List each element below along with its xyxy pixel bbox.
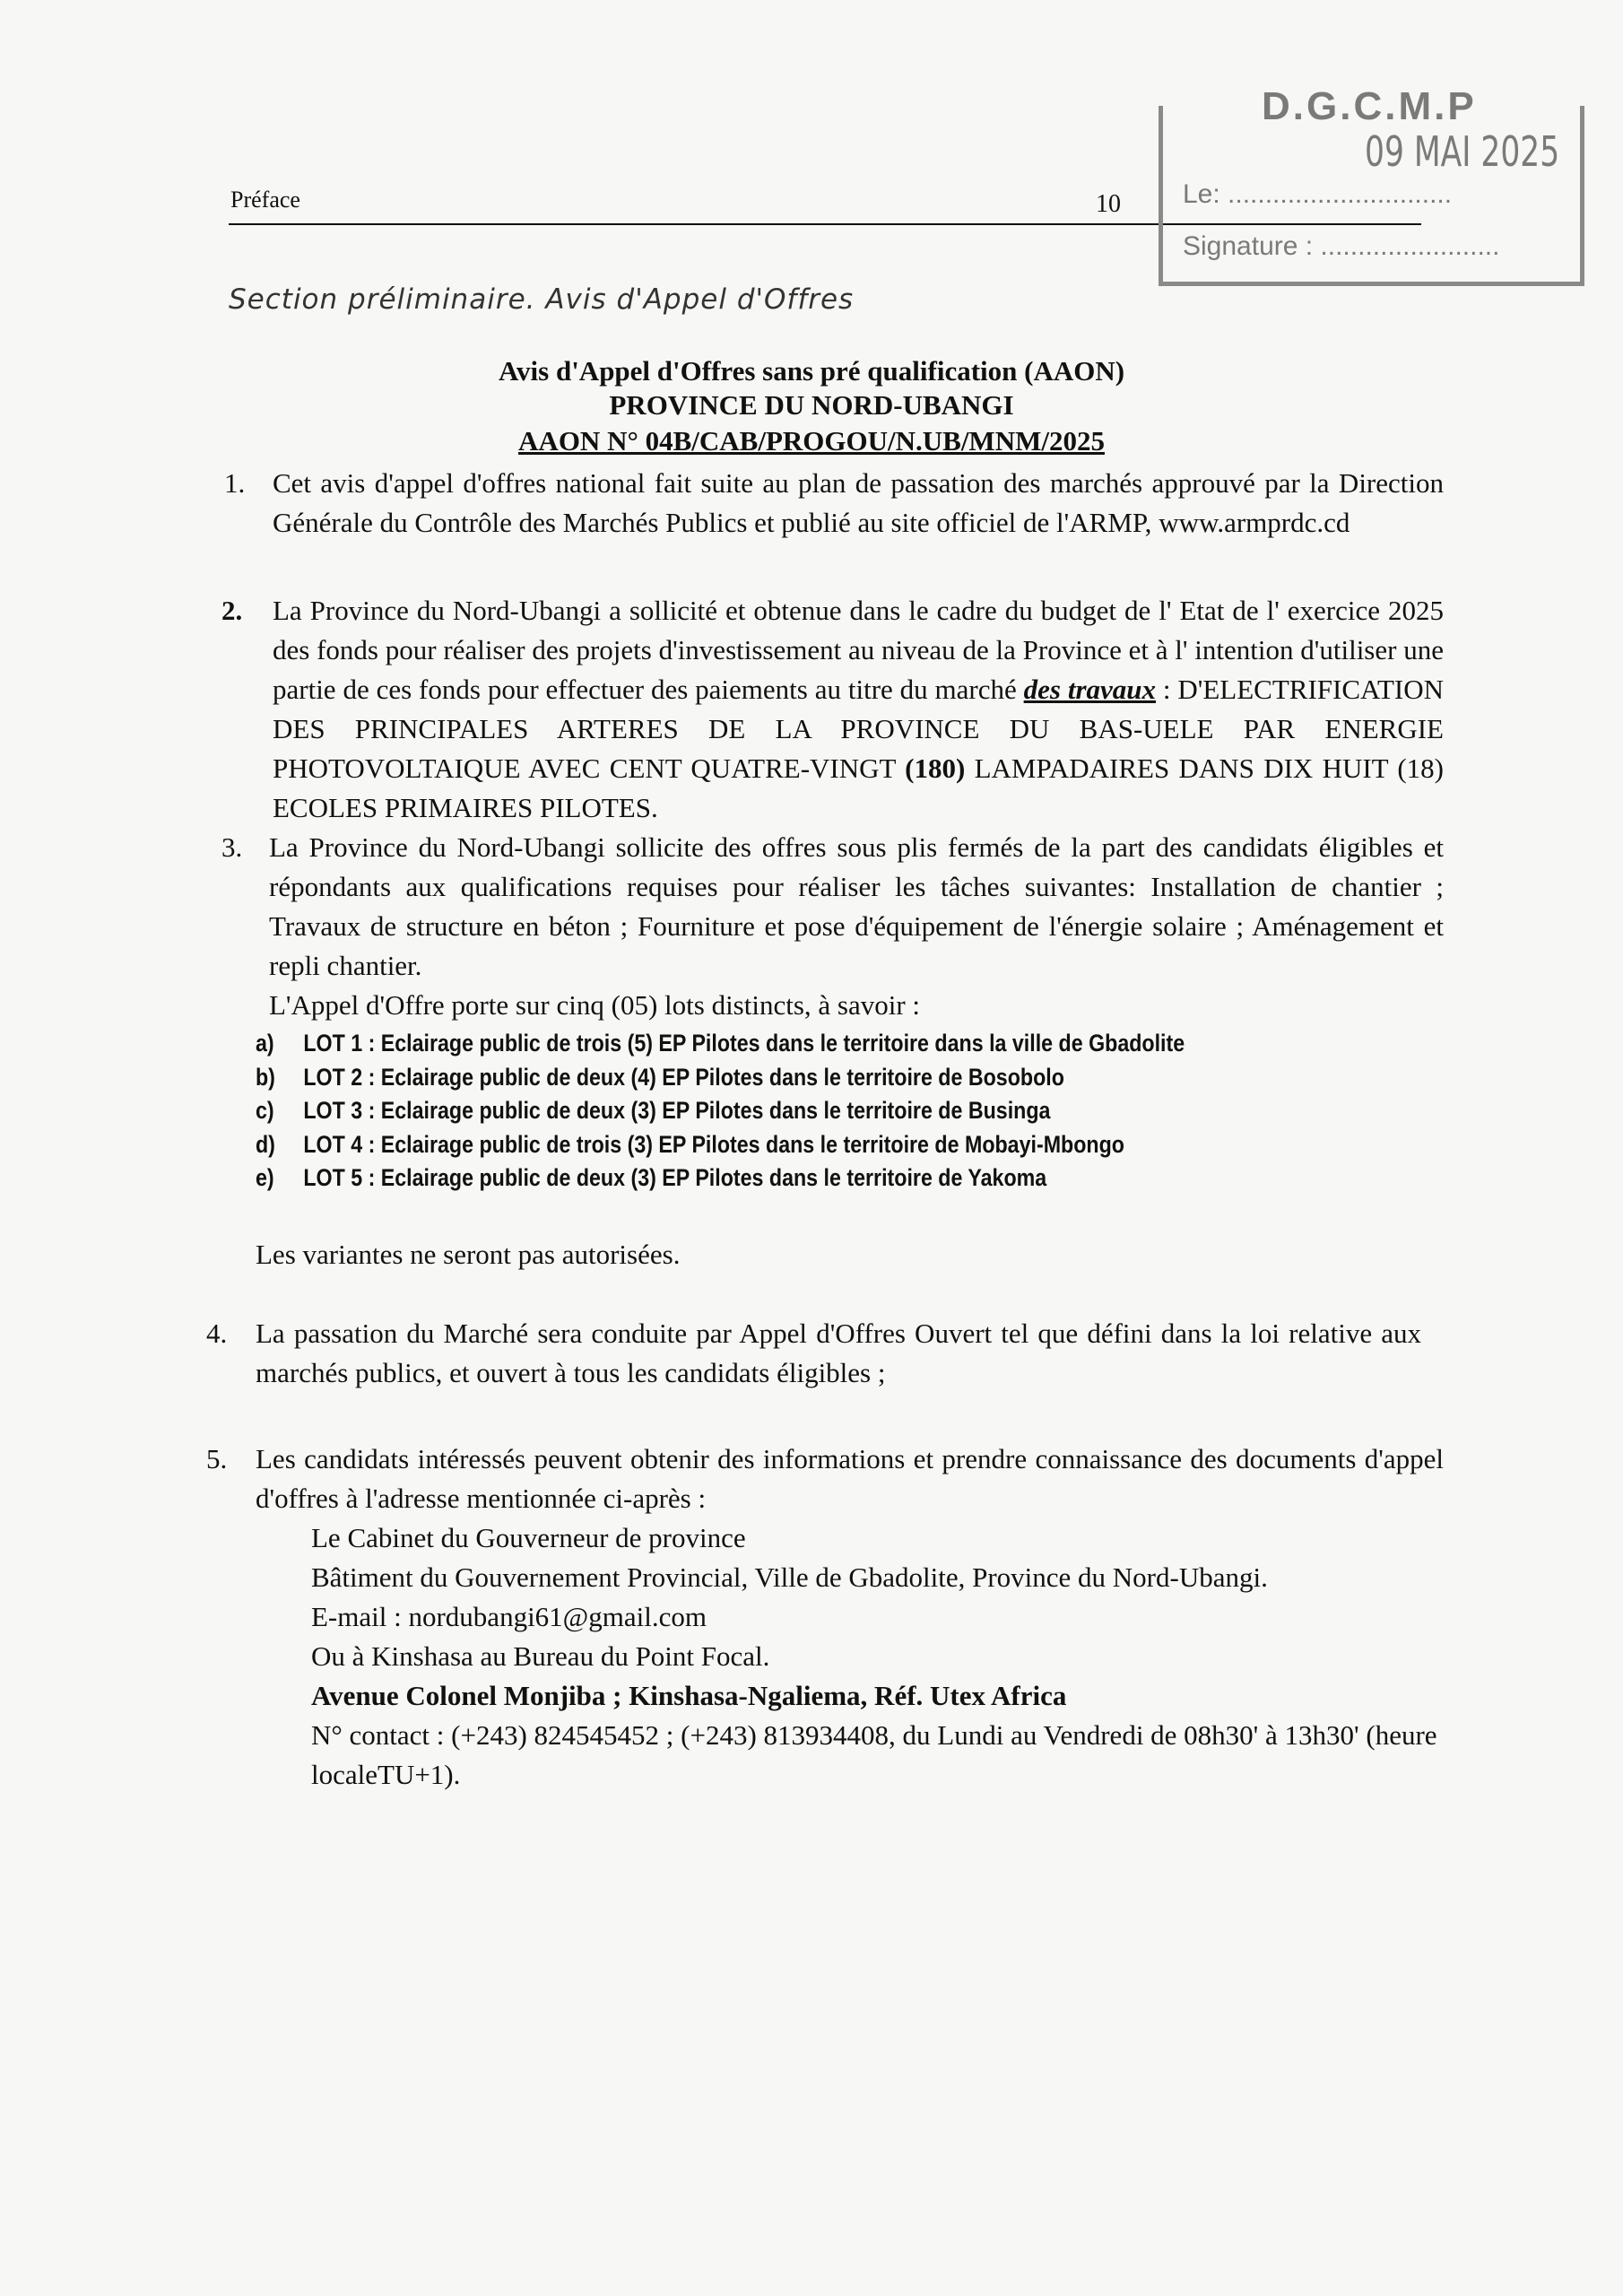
email-label: E-mail : [311, 1600, 409, 1632]
p5-text: Les candidats intéressés peuvent obtenir des informations et prendre connaissance des documents d'appel d'offres à l'adresse mentionnée ci-après : [256, 1442, 1444, 1514]
title-line-2: PROVINCE DU NORD-UBANGI [609, 389, 1014, 421]
lot-item [256, 1094, 1278, 1128]
variants-note: Les variantes ne seront pas autorisées. [256, 1238, 681, 1270]
title-line-1: Avis d'Appel d'Offres sans pré qualification (AAON) [498, 355, 1125, 387]
lot-text: LOT 2 : Eclairage public de deux (4) EP Pilotes dans le territoire de Bosobolo [303, 1063, 1064, 1091]
title-line-3: AAON N° 04B/CAB/PROGOU/N.UB/MNM/2025 [518, 425, 1105, 457]
p5-number: 5. [206, 1442, 228, 1474]
lot-item [256, 1027, 1278, 1061]
lot-item [256, 1161, 1278, 1196]
address-line-4: Avenue Colonel Monjiba ; Kinshasa-Ngaliema, Réf. Utex Africa [311, 1679, 1067, 1711]
lot-item [256, 1128, 1278, 1162]
p3-number: 3. [221, 831, 243, 863]
lot-letter: c) [256, 1097, 274, 1124]
paragraph-4 [206, 1314, 1444, 1393]
lot-text: LOT 3 : Eclairage public de deux (3) EP Pilotes dans le territoire de Businga [303, 1097, 1051, 1124]
paragraph-5 [206, 1439, 1444, 1795]
lot-text: LOT 1 : Eclairage public de trois (5) EP Pilotes dans le territoire dans la ville de Gbadolite [303, 1030, 1185, 1057]
paragraph-3 [221, 828, 1444, 1025]
p4-number: 4. [206, 1317, 228, 1349]
p2-bold: (180) [905, 752, 966, 784]
p4-text: La passation du Marché sera conduite par Appel d'Offres Ouvert tel que défini dans la loi relative aux marchés publics, et ouvert à tous les candidats éligibles ; [256, 1317, 1421, 1388]
p2-text-b: : D'ELECTRIFICATION DES PRINCIPALES ARTERES DE LA PROVINCE DU BAS-UELE PAR ENERGIE PHOTOVOLTAIQUE AVEC CENT QUATRE-VINGT [273, 674, 1445, 784]
armp-link[interactable]: www.armprdc.cd [1159, 507, 1350, 538]
contact-info: N° contact : (+243) 824545452 ; (+243) 813934408, du Lundi au Vendredi de 08h30' à 13h30' (heure localeTU+1). [311, 1718, 1437, 1790]
lots-list [256, 1027, 1444, 1196]
lots-intro: L'Appel d'Offre porte sur cinq (05) lots distincts, à savoir : [269, 989, 921, 1021]
email-link[interactable]: nordubangi61@gmail.com [408, 1600, 707, 1632]
stamp-signature-label: Signature : ........................ [1183, 231, 1500, 261]
p2-number: 2. [221, 595, 243, 626]
lot-letter: a) [256, 1030, 274, 1057]
p1-number: 1. [224, 467, 246, 499]
stamp-date: 09 MAI 2025 [1365, 127, 1560, 176]
lot-text: LOT 5 : Eclairage public de deux (3) EP Pilotes dans le territoire de Yakoma [303, 1164, 1047, 1191]
stamp-organization: D.G.C.M.P [1262, 84, 1477, 128]
paragraph-2 [221, 591, 1444, 828]
lot-letter: e) [256, 1164, 274, 1191]
paragraph-1 [224, 464, 1444, 543]
lot-letter: b) [256, 1063, 275, 1091]
header-label: Préface [230, 187, 300, 213]
p2-text-c: LAMPADAIRES DANS DIX HUIT (18) ECOLES PRIMAIRES PILOTES. [273, 752, 1444, 823]
address-line-1: Le Cabinet du Gouverneur de province [311, 1521, 746, 1553]
p3-text: La Province du Nord-Ubangi sollicite des offres sous plis fermés de la part des candidats éligibles et répondants aux qualifications requises pour réaliser les tâches suivantes: Installation de chantier ; Travaux de structure en béton ; Fourniture et pose d'équipement de l'énergie solaire ; Aménagement et repli chantier. [269, 831, 1444, 981]
section-heading: Section préliminaire. Avis d'Appel d'Offres [229, 283, 855, 316]
lot-item [256, 1061, 1278, 1095]
lot-text: LOT 4 : Eclairage public de trois (3) EP Pilotes dans le territoire de Mobayi-Mbongo [303, 1130, 1124, 1158]
address-line-3: Ou à Kinshasa au Bureau du Point Focal. [311, 1639, 770, 1672]
page-number: 10 [1096, 190, 1121, 218]
lot-letter: d) [256, 1130, 275, 1158]
p2-text-a: La Province du Nord-Ubangi a sollicité et obtenue dans le cadre du budget de l' Etat de l' exercice 2025 des fonds pour réaliser des projets d'investissement au niveau de la Province et à l' intention d'utiliser une partie de ces fonds pour effectuer des paiements au titre du marché [273, 595, 1444, 705]
stamp-date-label: Le: .............................. [1183, 179, 1453, 209]
p1-text: Cet avis d'appel d'offres national fait suite au plan de passation des marchés approuvé par la Direction Générale du Contrôle des Marchés Publics et publié au site officiel de l'ARMP, [273, 467, 1444, 538]
address-line-2: Bâtiment du Gouvernement Provincial, Ville de Gbadolite, Province du Nord-Ubangi. [311, 1561, 1268, 1593]
document-body [206, 464, 1444, 1795]
p2-emphasis: des travaux [1023, 674, 1157, 705]
reception-stamp [1159, 84, 1584, 286]
